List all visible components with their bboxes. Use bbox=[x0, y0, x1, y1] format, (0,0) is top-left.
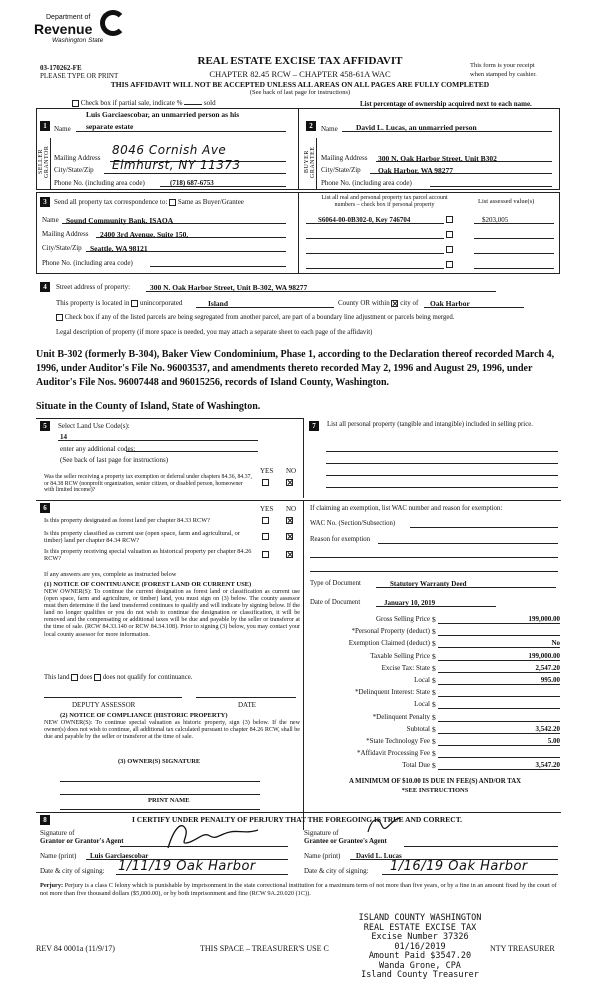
section-4-tag: 4 bbox=[40, 282, 50, 292]
forest-no-checkbox[interactable] bbox=[286, 516, 293, 524]
stamp-line5: Amount Paid $3547.20 bbox=[368, 951, 472, 961]
if-yes-note: If any answers are yes, complete as instructed below bbox=[44, 571, 177, 578]
deferral-question: Was the seller receiving a property tax exemption or deferral under chapters 84.36, 84.37, or 84.38 RCW (nonprofit organization, senior citizen, or disabled person, homeowner with limited income)? bbox=[44, 474, 252, 493]
agency-line2: Revenue bbox=[34, 21, 93, 37]
buyer-name: David L. Lucas, an unmarried person bbox=[356, 123, 477, 132]
fin-row-delinq-interest-local bbox=[310, 697, 560, 709]
grantee-sig-label-1: Signature of bbox=[304, 829, 339, 837]
fin-label: Gross Selling Price bbox=[375, 615, 430, 623]
street-label: Street address of property: bbox=[56, 283, 131, 291]
see-back-5: (See back of last page for instructions) bbox=[60, 456, 169, 464]
dor-logo bbox=[28, 8, 133, 48]
county-or-label: County OR bbox=[338, 299, 371, 307]
owner-signature-label: (3) OWNER(S) SIGNATURE bbox=[118, 758, 201, 765]
fin-label: *State Technology Fee bbox=[366, 736, 430, 745]
currency-sign: $ bbox=[432, 651, 436, 661]
parcel-checkbox-3[interactable] bbox=[446, 245, 453, 253]
tax-mailing: 2400 3rd Avenue, Suite 150, bbox=[100, 230, 189, 239]
grantor-sig-label-1: Signature of bbox=[40, 829, 75, 837]
currency-sign: $ bbox=[432, 712, 436, 722]
fin-row-total bbox=[310, 758, 560, 770]
currency-sign: $ bbox=[432, 736, 436, 746]
section-7-tag: 7 bbox=[309, 421, 319, 431]
current-use-no-checkbox[interactable] bbox=[286, 532, 293, 540]
grantor-date-handwritten: 1/11/19 Oak Harbor bbox=[118, 859, 256, 874]
partial-sale-checkbox[interactable] bbox=[72, 100, 79, 107]
buyer-side-label: BUYER GRANTEE bbox=[304, 146, 316, 178]
tax-city-label: City/State/Zip bbox=[42, 244, 82, 252]
doc-date-label: Date of Document bbox=[310, 599, 361, 606]
same-as-buyer-checkbox[interactable] bbox=[169, 199, 176, 206]
doc-type-label: Type of Document bbox=[310, 580, 361, 587]
fin-label: Total Due bbox=[402, 761, 430, 770]
reason-label: Reason for exemption bbox=[310, 536, 371, 543]
parcel-checkbox-4[interactable] bbox=[446, 260, 453, 268]
seller-name-label: Name bbox=[54, 125, 71, 133]
print-name-label: PRINT NAME bbox=[148, 797, 190, 804]
legal-label: Legal description of property (if more space is needed, you may attach a separate sheet to each page of the affidavit) bbox=[56, 329, 373, 336]
fin-row-excise-local bbox=[310, 673, 560, 685]
current-use-question: Is this property classified as current use (open space, farm and agricultural, or timber) land per chapter 84.34 RCW? bbox=[44, 530, 240, 544]
buyer-city: Oak Harbor, WA 98277 bbox=[378, 166, 454, 175]
notice2-title: (2) NOTICE OF COMPLIANCE (HISTORIC PROPERTY) bbox=[60, 712, 228, 719]
unincorporated-checkbox[interactable] bbox=[131, 300, 138, 307]
treasurer-use-left: THIS SPACE – TREASURER'S USE C bbox=[200, 944, 329, 953]
section-8-tag: 8 bbox=[40, 815, 50, 825]
see-instructions: *SEE INSTRUCTIONS bbox=[401, 787, 469, 794]
financials-table bbox=[310, 612, 560, 770]
send-tax-row bbox=[54, 198, 244, 206]
fin-row-personal bbox=[310, 624, 560, 636]
currency-sign: $ bbox=[432, 627, 436, 637]
fin-value: 199,000.00 bbox=[528, 651, 560, 660]
additional-codes-label: enter any additional codes: bbox=[60, 445, 136, 453]
land-use-code: 14 bbox=[60, 433, 67, 441]
does-not-label: does not qualify for continuance. bbox=[102, 674, 193, 682]
grantor-name: Luis Garciaescobar bbox=[90, 852, 149, 860]
sec5-yes: YES bbox=[260, 467, 274, 475]
currency-sign: $ bbox=[432, 688, 436, 698]
grantor-sig-label-2: Grantor or Grantor's Agent bbox=[40, 837, 124, 845]
seller-mailing-handwritten: 8046 Cornish Ave bbox=[112, 143, 227, 157]
grantee-name-label: Name (print) bbox=[304, 852, 341, 860]
currency-sign: $ bbox=[432, 639, 436, 649]
fin-row-exemption bbox=[310, 636, 560, 648]
boundary-note: Check box if any of the listed parcels are being segregated from another parcel, are part of a boundary line adjustment or parcels being merged. bbox=[64, 314, 455, 322]
deputy-date-label: DATE bbox=[238, 701, 256, 709]
tax-mailing-label: Mailing Address bbox=[42, 230, 89, 238]
fin-value: 3,542.20 bbox=[535, 724, 560, 733]
fin-row-delinq-penalty bbox=[310, 710, 560, 722]
parcels-header-line1: List all real and personal property tax parcel account bbox=[321, 195, 448, 201]
buyer-phone-label: Phone No. (including area code) bbox=[321, 179, 412, 187]
historic-no-checkbox[interactable] bbox=[286, 550, 293, 558]
seller-side-label: SELLER GRANTOR bbox=[38, 145, 50, 179]
section-1-tag: 1 bbox=[40, 121, 50, 131]
grantor-name-label: Name (print) bbox=[40, 852, 77, 860]
doc-type: Statutory Warranty Deed bbox=[390, 580, 467, 588]
located-label: This property is located in bbox=[56, 299, 130, 307]
fin-label: Exemption Claimed (deduct) bbox=[348, 639, 430, 648]
tax-city: Seattle, WA 98121 bbox=[90, 244, 148, 253]
parcels-header bbox=[302, 195, 467, 209]
currency-sign: $ bbox=[432, 724, 436, 734]
section-2-tag: 2 bbox=[306, 121, 316, 131]
fin-value: 199,000.00 bbox=[528, 615, 560, 623]
sec6-yes: YES bbox=[260, 505, 274, 513]
fin-value: 995.00 bbox=[540, 675, 560, 684]
legal-description: Unit B-302 (formerly B-304), Baker View Condominium, Phase 1, according to the Declaration thereof recorded March 4, 1996, under Auditor's File No. 96003537, and amendments thereto recorded May 2, 1996 and August 29, 1996, under Auditor's File Nos. 96007448 and 96015256, records of Island County, Washington. bbox=[36, 349, 555, 388]
currency-sign: $ bbox=[432, 675, 436, 685]
grantee-date-handwritten: 1/16/19 Oak Harbor bbox=[390, 859, 528, 874]
form-see-back: (See back of last page for instructions) bbox=[249, 89, 351, 96]
fin-label: Subtotal bbox=[406, 724, 430, 733]
fin-value: No bbox=[551, 639, 560, 648]
form-title: REAL ESTATE EXCISE TAX AFFIDAVIT bbox=[197, 55, 403, 67]
fin-value: 2,547.20 bbox=[535, 663, 560, 672]
assessed-header: List assessed value(s) bbox=[478, 198, 535, 205]
seller-name-line1: Luis Garciaescobar, an unmarried person as his bbox=[86, 110, 240, 119]
same-as-buyer-label: Same as Buyer/Grantee bbox=[177, 198, 244, 206]
wac-label: WAC No. (Section/Subsection) bbox=[310, 520, 396, 527]
receipt-note1: This form is your receipt bbox=[470, 62, 535, 69]
currency-sign: $ bbox=[432, 663, 436, 673]
property-street: 300 N. Oak Harbor Street, Unit B-302, WA 98277 bbox=[150, 283, 308, 292]
does-qualify-checkbox[interactable] bbox=[71, 674, 78, 681]
deferral-no-checkbox[interactable] bbox=[286, 478, 293, 486]
perjury-text: Perjury is a class C felony which is punishable by imprisonment in the state correctional institution for a maximum term of not more than five years, or by a fine in an amount fixed by the court of not more than five thousand dollars ($5,000.00), or by both imprisonment and fine (RCW 9A.20.020 (1C)). bbox=[40, 882, 557, 897]
perjury-label: Perjury: bbox=[40, 882, 64, 889]
notice2-body: NEW OWNER(S): To continue special valuation as historic property, sign (3) below. If the new owner(s) does not wish to continue, all additional tax calculated pursuant to chapter 84.26 RCW, shall be due and payable by the seller or transferor at the time of sale. bbox=[44, 720, 300, 741]
stamp-line1: ISLAND COUNTY WASHINGTON bbox=[358, 913, 482, 923]
fin-value: 5.00 bbox=[547, 736, 560, 745]
stamp-line3: Excise Number 37326 bbox=[371, 932, 469, 942]
located-row bbox=[56, 299, 182, 307]
minimum-note: A MINIMUM OF $10.00 IS DUE IN FEE(S) AND/OR TAX bbox=[348, 778, 522, 785]
parcel-checkbox-1[interactable] bbox=[446, 215, 453, 223]
form-code: 03-170262-FE bbox=[40, 64, 82, 72]
fin-row-subtotal bbox=[310, 722, 560, 734]
form-chapter: CHAPTER 82.45 RCW – CHAPTER 458-61A WAC bbox=[209, 69, 391, 79]
section-3-tag: 3 bbox=[40, 197, 50, 207]
exemption-note: If claiming an exemption, list WAC number and reason for exemption: bbox=[310, 505, 503, 512]
fin-row-tech-fee bbox=[310, 734, 560, 746]
grantor-date-label: Date & city of signing: bbox=[40, 867, 105, 875]
grantor-sig-label bbox=[40, 829, 124, 845]
seller-city-label: City/State/Zip bbox=[54, 166, 94, 174]
fin-label: Local bbox=[414, 700, 430, 709]
grantee-date-label: Date & city of signing: bbox=[304, 867, 369, 875]
fin-label: *Delinquent Interest: State bbox=[354, 688, 430, 697]
does-not-qualify-checkbox[interactable] bbox=[94, 674, 101, 681]
send-tax-label: Send all property tax correspondence to: bbox=[54, 198, 168, 206]
forest-question: Is this property designated as forest land per chapter 84.33 RCW? bbox=[44, 517, 210, 524]
fin-label: Local bbox=[414, 675, 430, 684]
fin-label: Taxable Selling Price bbox=[370, 651, 430, 660]
property-city: Oak Harbor bbox=[430, 299, 470, 308]
land-use-label: Select Land Use Code(s): bbox=[58, 422, 130, 430]
parcels-header-line2: numbers – check box if personal property bbox=[334, 202, 435, 208]
notice1-body: NEW OWNER(S): To continue the current designation as forest land or classification as current use (open space, farm and agriculture, or timber) land, you must sign on (3) below. The county assessor must then determine if the land transferred continues to qualify and will indicate by signing below. If the land no longer qualifies or you do not wish to continue the designation or classification, it will be removed and the compensating or additional taxes will be due and payable by the seller or transferor at the time of sale. (RCW 84.33.140 or RCW 84.34.108). Prior to signing (3) below, you may contact your local county assessor for more information. bbox=[44, 589, 300, 638]
logo-swirl-icon bbox=[100, 10, 126, 36]
fin-label: *Personal Property (deduct) bbox=[351, 627, 430, 636]
assessed-value: $203,005 bbox=[482, 216, 509, 224]
seller-phone-label: Phone No. (including area code) bbox=[54, 179, 145, 187]
stamp-line6: Wanda Grone, CPA bbox=[379, 960, 461, 971]
buyer-mailing-label: Mailing Address bbox=[321, 154, 368, 162]
deferral-yes-checkbox[interactable] bbox=[262, 478, 269, 486]
personal-property-label: List all personal property (tangible and intangible) included in selling price. bbox=[327, 421, 533, 428]
fin-row-processing-fee bbox=[310, 746, 560, 758]
grantee-signature bbox=[360, 812, 460, 838]
forest-yes-checkbox[interactable] bbox=[262, 516, 269, 524]
boundary-row bbox=[56, 314, 455, 321]
ownership-note: List percentage of ownership acquired next to each name. bbox=[360, 100, 532, 108]
grantee-name: David L. Lucas bbox=[356, 852, 402, 860]
stamp-line7: Island County Treasurer bbox=[361, 970, 479, 980]
buyer-name-label: Name bbox=[321, 125, 338, 133]
grantee-sig-label-2: Grantee or Grantee's Agent bbox=[304, 837, 387, 845]
partial-sale-row bbox=[72, 99, 216, 107]
historic-question: Is this property receiving special valuation as historical property per chapter 84.26 RCW? bbox=[44, 548, 252, 562]
stamp-line4: 01/16/2019 bbox=[394, 941, 446, 952]
county-or-row bbox=[338, 299, 418, 307]
tax-phone-label: Phone No. (including area code) bbox=[42, 259, 133, 267]
please-type: PLEASE TYPE OR PRINT bbox=[40, 72, 119, 80]
fin-row-delinq-interest-state bbox=[310, 685, 560, 697]
within-city-checkbox[interactable] bbox=[391, 300, 398, 307]
fin-row-excise-state bbox=[310, 661, 560, 673]
receipt-note2: when stamped by cashier. bbox=[470, 71, 537, 78]
boundary-checkbox[interactable] bbox=[56, 314, 63, 321]
fin-row-taxable bbox=[310, 649, 560, 661]
form-warning: THIS AFFIDAVIT WILL NOT BE ACCEPTED UNLESS ALL AREAS ON ALL PAGES ARE FULLY COMPLETED bbox=[110, 80, 490, 89]
section-5-tag: 5 bbox=[40, 421, 50, 431]
within-label: within bbox=[371, 299, 390, 307]
treasurer-use-right: NTY TREASURER bbox=[490, 944, 555, 953]
currency-sign: $ bbox=[432, 700, 436, 710]
seller-phone: (718) 687-6753 bbox=[170, 179, 214, 187]
current-use-yes-checkbox[interactable] bbox=[262, 532, 269, 540]
fin-value: 3,547.20 bbox=[535, 761, 560, 770]
partial-sold-label: sold bbox=[203, 99, 216, 107]
certify-statement: I CERTIFY UNDER PENALTY OF PERJURY THAT THE FOREGOING IS TRUE AND CORRECT. bbox=[132, 815, 463, 824]
buyer-city-label: City/State/Zip bbox=[321, 166, 361, 174]
notice1-title: (1) NOTICE OF CONTINUANCE (FOREST LAND OR CURRENT USE) bbox=[44, 581, 252, 588]
seller-mailing-label: Mailing Address bbox=[54, 154, 101, 162]
deputy-assessor-label: DEPUTY ASSESSOR bbox=[72, 701, 136, 709]
fin-row-gross bbox=[310, 612, 560, 624]
treasurer-stamp bbox=[350, 914, 490, 981]
currency-sign: $ bbox=[432, 749, 436, 759]
this-land-row bbox=[44, 674, 192, 681]
property-county: Island bbox=[208, 299, 229, 308]
sec5-no: NO bbox=[286, 467, 297, 475]
section-6-tag: 6 bbox=[40, 503, 50, 513]
does-label: does bbox=[79, 674, 93, 682]
situate-line: Situate in the County of Island, State of Washington. bbox=[36, 401, 261, 412]
historic-yes-checkbox[interactable] bbox=[262, 550, 269, 558]
doc-date: January 10, 2019 bbox=[384, 599, 436, 607]
agency-line1: Department of bbox=[46, 14, 91, 21]
city-of-label: city of bbox=[400, 299, 419, 307]
partial-sale-label: Check box if partial sale, indicate % bbox=[80, 99, 183, 107]
this-land-label: This land bbox=[44, 674, 70, 682]
seller-name-line2: separate estate bbox=[86, 122, 134, 131]
seller-city-handwritten: Elmhurst, NY 11373 bbox=[112, 158, 241, 172]
currency-sign: $ bbox=[432, 761, 436, 771]
rev-number: REV 84 0001a (11/9/17) bbox=[36, 944, 115, 953]
fin-label: *Affidavit Processing Fee bbox=[357, 749, 430, 758]
sec6-no: NO bbox=[286, 505, 297, 513]
parcel-checkbox-2[interactable] bbox=[446, 230, 453, 238]
tax-name: Sound Community Bank, ISAOA bbox=[66, 216, 174, 225]
fin-label: *Delinquent Penalty bbox=[372, 712, 430, 721]
parcel-number: S6064-00-0B302-0, Key 746704 bbox=[318, 216, 411, 224]
fin-label: Excise Tax: State bbox=[381, 663, 430, 672]
agency-line3: Washington State bbox=[52, 37, 104, 44]
currency-sign: $ bbox=[432, 615, 436, 624]
tax-name-label: Name bbox=[42, 216, 59, 224]
perjury-block bbox=[40, 882, 560, 897]
buyer-mailing: 300 N. Oak Harbor Street, Unit B302 bbox=[378, 154, 497, 163]
unincorporated-label: unincorporated bbox=[139, 299, 183, 307]
stamp-line2: REAL ESTATE EXCISE TAX bbox=[363, 922, 477, 933]
